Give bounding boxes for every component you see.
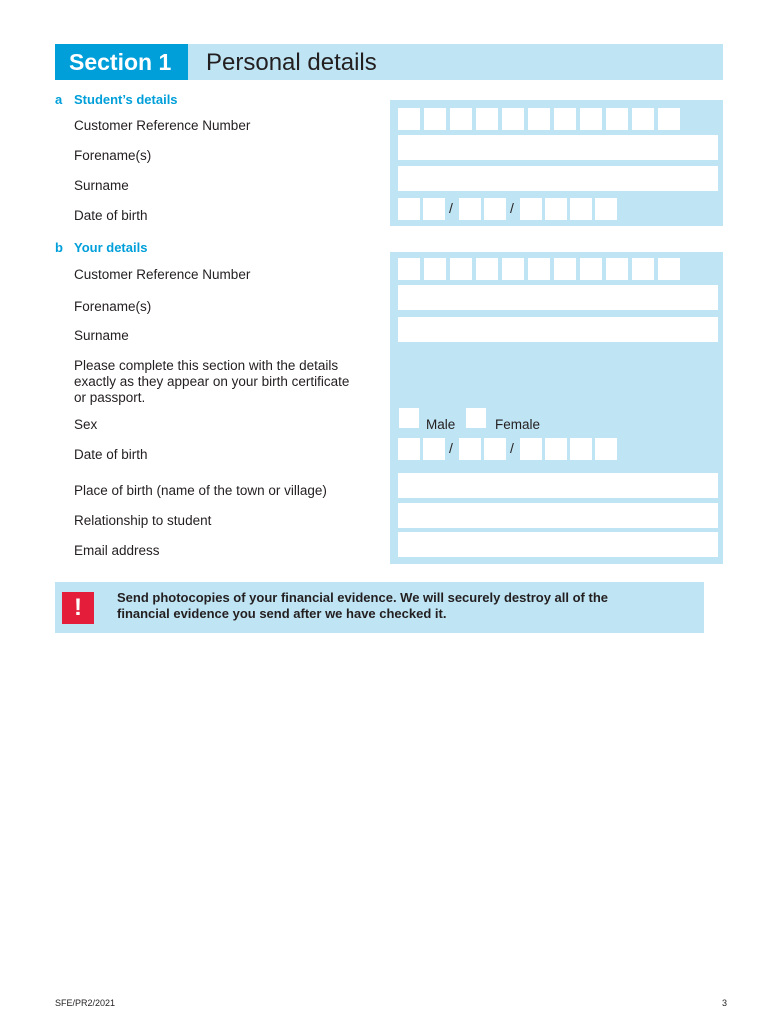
- student-dob-year-box[interactable]: [570, 198, 592, 220]
- student-crn-digit-box[interactable]: [450, 108, 472, 130]
- section-title: Personal details: [206, 49, 377, 76]
- email-label: Email address: [74, 543, 160, 558]
- place-of-birth-label: Place of birth (name of the town or village): [74, 483, 327, 498]
- your-crn-label: Customer Reference Number: [74, 267, 251, 282]
- email-field[interactable]: [398, 532, 718, 557]
- warning-line: Send photocopies of your financial evidence. We will securely destroy all of the: [117, 590, 608, 605]
- date-separator: /: [510, 440, 514, 456]
- your-dob-month-box[interactable]: [459, 438, 481, 460]
- student-dob-year-box[interactable]: [545, 198, 567, 220]
- student-dob-month-box[interactable]: [484, 198, 506, 220]
- section-number: Section 1: [55, 44, 188, 80]
- relationship-label: Relationship to student: [74, 513, 212, 528]
- student-forename-label: Forename(s): [74, 148, 152, 163]
- your-dob-year-box[interactable]: [570, 438, 592, 460]
- your-dob-day-box[interactable]: [423, 438, 445, 460]
- student-forename-field[interactable]: [398, 135, 718, 160]
- your-crn-digit-box[interactable]: [424, 258, 446, 280]
- student-crn-digit-box[interactable]: [424, 108, 446, 130]
- student-details-letter: a: [55, 92, 63, 107]
- male-checkbox[interactable]: [399, 408, 419, 428]
- your-crn-digit-box[interactable]: [632, 258, 654, 280]
- note-line: or passport.: [74, 390, 146, 405]
- your-details-letter: b: [55, 240, 63, 255]
- warning-line: financial evidence you send after we have checked it.: [117, 606, 447, 621]
- your-crn-digit-box[interactable]: [658, 258, 680, 280]
- your-details-heading: [55, 240, 147, 255]
- student-details-heading: [55, 92, 178, 107]
- relationship-field[interactable]: [398, 503, 718, 528]
- your-surname-label: Surname: [74, 328, 129, 343]
- your-dob-label: Date of birth: [74, 447, 148, 462]
- date-separator: /: [510, 200, 514, 216]
- student-details-panel: [390, 100, 723, 226]
- exclamation-icon: !: [62, 592, 94, 624]
- student-dob-label: Date of birth: [74, 208, 148, 223]
- note-line: exactly as they appear on your birth certificate: [74, 374, 350, 389]
- birth-certificate-note: [74, 358, 384, 406]
- your-dob-month-box[interactable]: [484, 438, 506, 460]
- section-header: [55, 44, 723, 80]
- student-crn-digit-box[interactable]: [528, 108, 550, 130]
- student-surname-field[interactable]: [398, 166, 718, 191]
- warning-text: [117, 590, 697, 622]
- your-crn-digit-box[interactable]: [554, 258, 576, 280]
- place-of-birth-field[interactable]: [398, 473, 718, 498]
- student-crn-digit-box[interactable]: [398, 108, 420, 130]
- your-forename-field[interactable]: [398, 285, 718, 310]
- date-separator: /: [449, 440, 453, 456]
- student-crn-digit-box[interactable]: [606, 108, 628, 130]
- your-crn-digit-box[interactable]: [398, 258, 420, 280]
- your-crn-digit-box[interactable]: [450, 258, 472, 280]
- student-crn-digit-box[interactable]: [476, 108, 498, 130]
- warning-callout: [55, 582, 704, 633]
- page-number: 3: [722, 998, 728, 1008]
- note-line: Please complete this section with the details: [74, 358, 339, 373]
- student-crn-digit-box[interactable]: [658, 108, 680, 130]
- female-label: Female: [495, 417, 541, 432]
- your-forename-label: Forename(s): [74, 299, 152, 314]
- your-crn-digit-box[interactable]: [502, 258, 524, 280]
- male-label: Male: [426, 417, 456, 432]
- your-crn-digit-box[interactable]: [606, 258, 628, 280]
- student-crn-digit-box[interactable]: [502, 108, 524, 130]
- your-crn-digit-box[interactable]: [528, 258, 550, 280]
- your-surname-field[interactable]: [398, 317, 718, 342]
- student-crn-digit-box[interactable]: [554, 108, 576, 130]
- your-dob-day-box[interactable]: [398, 438, 420, 460]
- your-crn-digit-box[interactable]: [476, 258, 498, 280]
- student-crn-digit-box[interactable]: [632, 108, 654, 130]
- student-dob-month-box[interactable]: [459, 198, 481, 220]
- your-details-title: Your details: [74, 240, 148, 255]
- your-dob-year-box[interactable]: [520, 438, 542, 460]
- student-dob-day-box[interactable]: [398, 198, 420, 220]
- student-dob-year-box[interactable]: [595, 198, 617, 220]
- sex-label: Sex: [74, 417, 98, 432]
- student-dob-year-box[interactable]: [520, 198, 542, 220]
- student-crn-label: Customer Reference Number: [74, 118, 251, 133]
- student-details-title: Student’s details: [74, 92, 178, 107]
- female-checkbox[interactable]: [466, 408, 486, 428]
- date-separator: /: [449, 200, 453, 216]
- your-crn-digit-box[interactable]: [580, 258, 602, 280]
- student-surname-label: Surname: [74, 178, 129, 193]
- your-dob-year-box[interactable]: [595, 438, 617, 460]
- student-dob-day-box[interactable]: [423, 198, 445, 220]
- your-dob-year-box[interactable]: [545, 438, 567, 460]
- form-code: SFE/PR2/2021: [55, 998, 116, 1008]
- student-crn-digit-box[interactable]: [580, 108, 602, 130]
